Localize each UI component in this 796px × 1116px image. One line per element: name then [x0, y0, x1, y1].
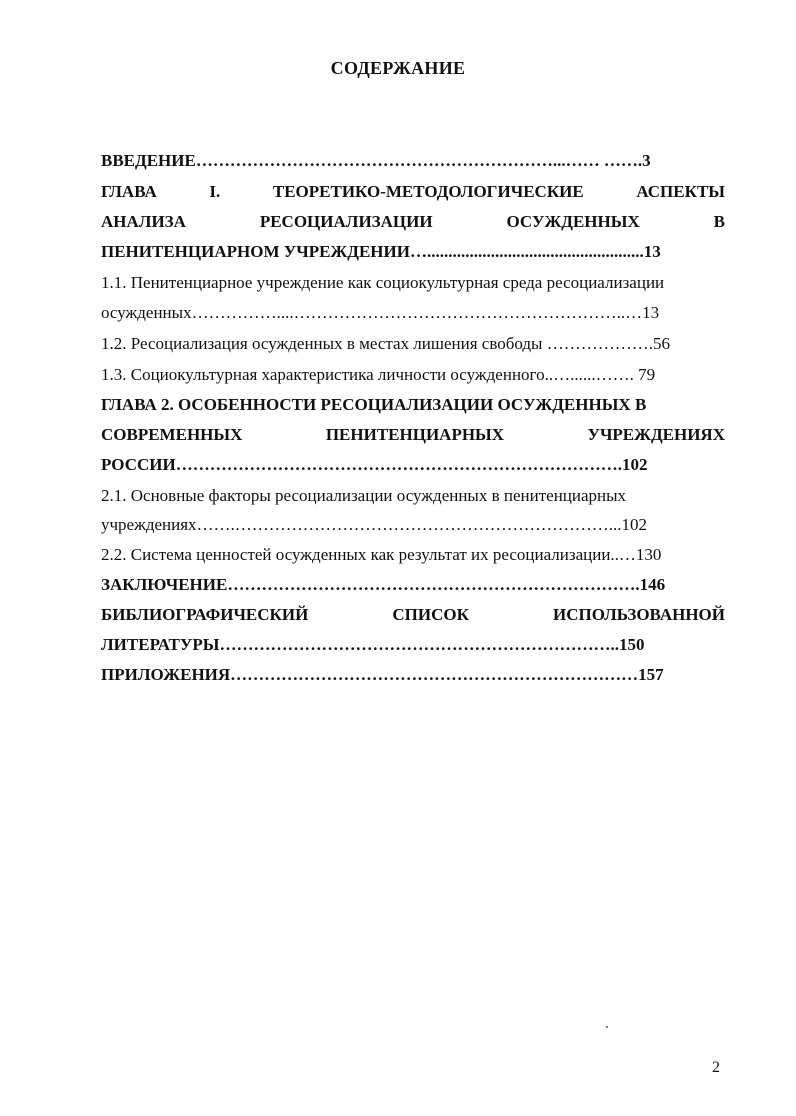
chapter-1-word: ТЕОРЕТИКО-МЕТОДОЛОГИЧЕСКИЕ — [272, 182, 584, 201]
toc-section-2-1-line-1: 2.1. Основные факторы ресоциализации осужденных в пенитенциарных — [101, 486, 627, 505]
chapter-2-word: СОВРЕМЕННЫХ — [101, 425, 243, 444]
toc-chapter-2-line-3: РОССИИ…………………………………………………………………….102 — [101, 455, 648, 474]
toc-section-1-1-line-2: осужденных……………....…………………………………………………..…13 — [101, 303, 660, 322]
toc-section-1-2: 1.2. Ресоциализация осужденных в местах лишения свободы ……………….56 — [101, 334, 670, 353]
toc-chapter-1-line-1 — [101, 181, 725, 203]
scan-artifact — [606, 1026, 608, 1028]
toc-entry-introduction: ВВЕДЕНИЕ………………………………………………………...…… …….3 — [101, 151, 651, 170]
toc-section-2-1-line-2: учреждениях…….…………………………………………………………...102 — [101, 515, 648, 534]
toc-chapter-1-line-2 — [101, 211, 725, 233]
toc-bibliography-line-2: ЛИТЕРАТУРЫ……………………………………………………………..150 — [101, 635, 645, 654]
chapter-1-word: РЕСОЦИАЛИЗАЦИИ — [259, 212, 433, 231]
chapter-1-word: ГЛАВА — [101, 182, 157, 201]
chapter-1-word: I. — [209, 182, 221, 201]
bibliography-word: БИБЛИОГРАФИЧЕСКИЙ — [101, 605, 309, 624]
toc-entry-conclusion: ЗАКЛЮЧЕНИЕ……………………………………………………………….146 — [101, 575, 666, 594]
chapter-2-word: ПЕНИТЕНЦИАРНЫХ — [325, 425, 505, 444]
chapter-1-word: В — [713, 212, 725, 231]
chapter-2-word: УЧРЕЖДЕНИЯХ — [587, 425, 725, 444]
toc-section-1-1-line-1: 1.1. Пенитенциарное учреждение как социокультурная среда ресоциализации — [101, 273, 665, 292]
toc-section-2-2: 2.2. Система ценностей осужденных как результат их ресоциализации..…130 — [101, 545, 662, 564]
bibliography-word: ИСПОЛЬЗОВАННОЙ — [553, 605, 725, 624]
toc-chapter-2-line-2 — [101, 424, 725, 446]
chapter-1-word: ОСУЖДЕННЫХ — [506, 212, 640, 231]
toc-chapter-1-line-3: ПЕНИТЕНЦИАРНОМ УЧРЕЖДЕНИИ…...................................................13 — [101, 242, 661, 261]
chapter-1-word: АСПЕКТЫ — [636, 182, 725, 201]
toc-section-1-3: 1.3. Социокультурная характеристика личности осужденного..…......……. 79 — [101, 365, 656, 384]
toc-chapter-2-line-1: ГЛАВА 2. ОСОБЕННОСТИ РЕСОЦИАЛИЗАЦИИ ОСУЖДЕННЫХ В — [101, 395, 647, 414]
bibliography-word: СПИСОК — [392, 605, 469, 624]
page-title: СОДЕРЖАНИЕ — [330, 58, 466, 78]
page-number: 2 — [712, 1059, 720, 1076]
toc-entry-appendices: ПРИЛОЖЕНИЯ………………………………………………………………157 — [101, 665, 664, 684]
chapter-1-word: АНАЛИЗА — [101, 212, 186, 231]
toc-bibliography-line-1 — [101, 604, 725, 626]
